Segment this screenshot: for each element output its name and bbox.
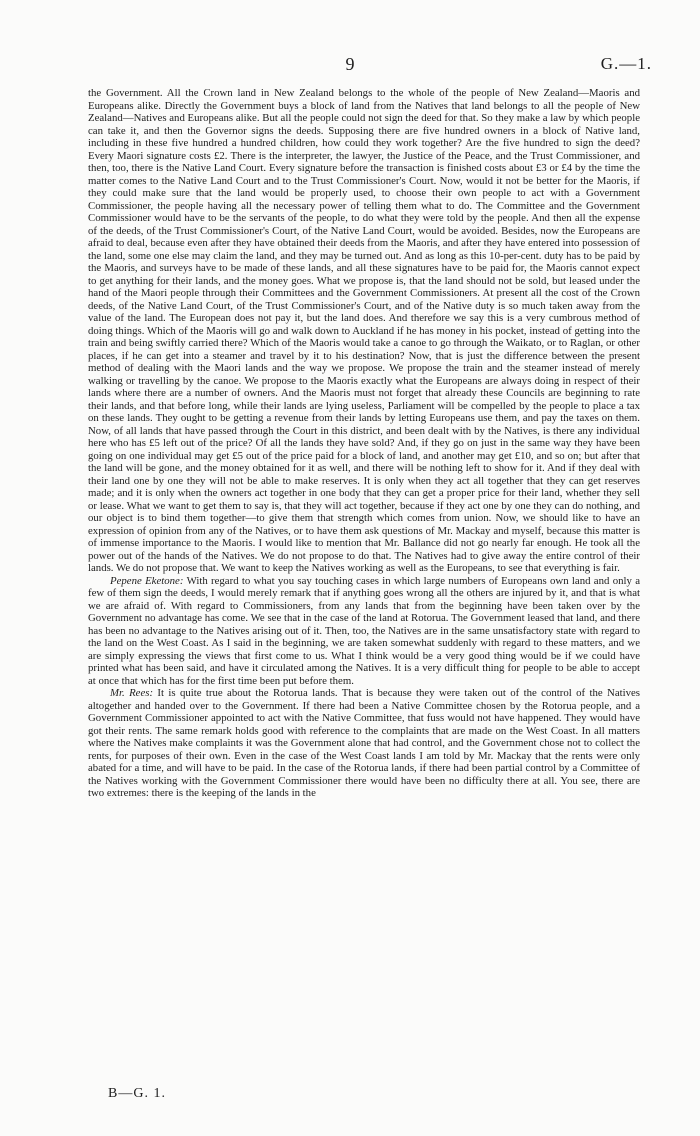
paragraph-text: With regard to what you say touching cases in which large numbers of Europeans own land and only a few of them sign the deeds, I would merely remark that if anything goes wrong all the others are injured by it, and that is what we are afraid of. With regard to Commissioners, from any lands that from the beginning have been taken over by the Government no advantage has come. We see that in the case of the land at Rotorua. The Government leased that land, and there has been no advantage to the Natives arising out of it. Then, too, the Natives are in the same unsatisfactory state with regard to the land on the West Coast. As I said in the beginning, we are taken somewhat suddenly with regard to these matters, and we are simply expressing the views that first come to us. What I think would be a very good thing would be if we could have printed what has been said, and have it circulated among the Natives. It is a very difficult thing for people to be able to accept at once that which has for the first time been put before them.: [88, 574, 640, 687]
paragraph-text: the Government. All the Crown land in New Zealand belongs to the whole of the people of New Zealand—Maoris and Europeans alike. Directly the Government buys a block of land from the Natives that land belongs to all the people of New Zealand—Natives and Europeans alike. But all the people could not sign the deed for that. So they make a law by which people can take it, and then the Governor signs the deeds. Supposing there are five hundred owners in a block of Native land, including in these five hundred a hundred children, how could they work together? Are the five hundred to sign the deed? Every Maori signature costs £2. There is the interpreter, the lawyer, the Justice of the Peace, and the Trust Commissioner, and then, too, there is the Native Land Court. Every signature before the transaction is finished costs about £3 or £4 by the time the matter comes to the Native Land Court and to the Trust Commissioner's Court. Now, would it not be better for the Maoris, if they could make sure that the land would be properly used, to choose their own people to act with a Government Commissioner, the people having all the necessary power of telling them what to do. The Committee and the Government Commissioner would have to be the servants of the people, to do what they were told by the people. And then all the expense of the deeds, of the Trust Commissioner's Court, of the Native Land Court, would be avoided. Besides, now the Europeans are afraid to deal, because even after they have obtained their deeds from the Maoris, and after they have entered into possession of the land, some one else may claim the land, and they may be turned out. And as long as this 10-per-cent. duty has to be paid by the Maoris, and surveys have to be made of these lands, and all these signatures have to be paid for, the Maoris cannot expect to get anything for their lands, and the money goes. What we propose is, that the land should not be sold, but leased under the hand of the Maori people through their Committees and the Government Commissioners. At present all the cost of the Crown deeds, of the Native Land Court, of the Trust Commissioner's Court, and of the Native duty is so much taken away from the value of the land. The European does not pay it, but the land does. And therefore we say this is a very cumbrous method of doing things. Which of the Maoris will go and walk down to Auckland if he has money in his pocket, instead of getting into the train and being swiftly carried there? Which of the Maoris would take a canoe to go through the Waikato, or to Raglan, or other places, if he can get into a steamer and travel by it to his destination? Now, that is just the difference between the present method of dealing with the Maori lands and the way we propose. We propose the train and the steamer instead of merely walking or travelling by the canoe. We propose to the Maoris exactly what the Europeans are always doing in respect of their lands where there are a number of owners. And the Maoris must not forget that already these Councils are beginning to rate their lands, and that before long, while their lands are lying useless, Parliament will be compelled by the people to place a tax on these lands. They ought to be getting a revenue from their lands by letting Europeans use them, and pay the taxes on them. Now, of all lands that have passed through the Court in this district, and been dealt with by the Natives, is there any individual here who has £5 left out of the price? Of all the lands they have sold? And, if they go on just in the same way they have been going on one individual may get £5 out of the price paid for a block of land, and another may get £10, and so on; but after that the land will be gone, and the money obtained for it as well, and there will be nothing left to show for it. And if they deal with their land one by one they will not be able to make reserves. It is only when they act all together that they can get reserves made; and it is only when the owners act together in one body that they can get a proper price for their land, whether they sell or lease. What we want to get them to say is, that they will act together, because if they act one by one they can do nothing, and our object is to bind them together—to give them that strength which comes from union. Now, we should like to have an expression of opinion from any of the Natives, or to have them ask questions of Mr. Mackay and myself, because this matter is of immense importance to the Maoris. I would like to mention that Mr. Ballance did not go nearly far enough. He took all the power out of the hands of the Natives. We do not propose to do that. The Natives had to give away the entire control of their lands. We do not propose that. We want to keep the Natives working as well as the Europeans, to see that everything is fair.: [88, 87, 640, 574]
speaker-name: Pepene Eketone:: [110, 574, 184, 587]
signature-mark: B—G. 1.: [108, 1086, 166, 1101]
paragraph-2: [88, 575, 640, 688]
sheet-reference: G.—1.: [600, 54, 652, 73]
page-number: 9: [345, 54, 355, 74]
body-text: [88, 87, 640, 800]
paragraph-text: It is quite true about the Rotorua lands. That is because they were taken out of the control of the Natives altogether and handed over to the Government. If there had been a Native Committee chosen by the Rotorua people, and a Government Commissioner appointed to act with the Native Committee, that fuss would not have happened. They would have got their rents. The same remark holds good with reference to the complaints that are made on the West Coast. In all matters where the Natives make complaints it was the Government alone that had control, and the Government chose not to collect the rents, for purposes of their own. Even in the case of the West Coast lands I am told by Mr. Mackay that the rents were only abated for a time, and will have to be paid. In the case of the Rotorua lands, if there had been partial control by a Committee of the Natives working with the Government Commissioner there would have been no difficulty there at all. You see, there are two extremes: there is the keeping of the lands in the: [88, 687, 641, 799]
paragraph-3: [88, 687, 640, 800]
paragraph-1: [88, 87, 640, 575]
speaker-name: Mr. Rees:: [110, 687, 154, 699]
